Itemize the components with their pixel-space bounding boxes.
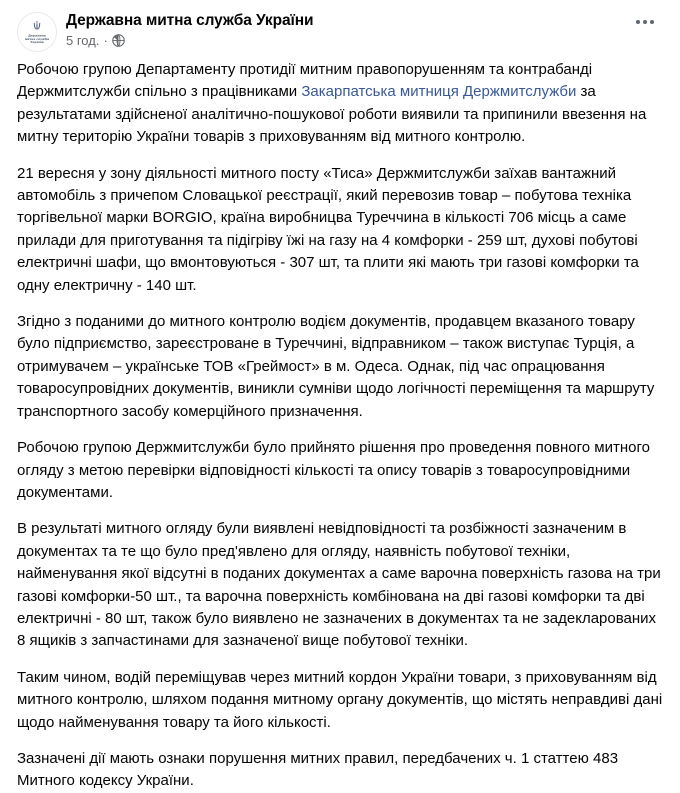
svg-text:митна служба: митна служба xyxy=(25,36,49,41)
paragraph-text: Робочою групою Департаменту протидії митним правопорушенням та контрабанді Держмитслужби спільно з працівниками xyxy=(17,61,593,101)
dot xyxy=(650,20,654,24)
post-paragraph: Згідно з поданими до митного контролю водієм документів, продавцем вказаного товару було підприємство, зареєстроване в Туреччині, відправником – також виступає Турція, а отримувачем – українське ТОВ «Греймост» в м. Одеса. Однак, під час опрацювання товаросупровідних документів, виникли сумніви щодо логічності переміщення та маршруту транспортного засобу комерційного призначення. xyxy=(17,313,655,420)
post-paragraph: Робочою групою Держмитслужби було прийнято рішення про проведення повного митного огляду з метою перевірки відповідності кількості та опису товарів з товаросупровідними документами. xyxy=(17,439,650,501)
svg-text:України: України xyxy=(30,40,44,45)
dot xyxy=(643,20,647,24)
page-name[interactable]: Державна митна служба України xyxy=(66,12,314,29)
avatar[interactable] xyxy=(17,12,57,52)
meta-separator: · xyxy=(103,33,108,48)
post-paragraph: 21 вересня у зону діяльності митного посту «Тиса» Держмитслужби заїхав вантажний автомобіль з причепом Словацької реєстрації, який перевозив товар – побутова техніка торгівельної марки BORGIO, країна виробницва Туреччина в кількості 706 місць а саме прилади для приготування та підігріву їжі на газу на 4 комфорки - 259 шт, духові побутові електричні шафи, що вмонтовуються - 307 шт, та плити які мають три газові комфорки та одну електричну - 140 шт. xyxy=(17,164,639,294)
post-paragraph xyxy=(17,59,663,149)
post-paragraph: Зазначені дії мають ознаки порушення митних правил, передбачених ч. 1 статтею 483 Митного кодексу України. xyxy=(17,749,619,790)
globe-icon[interactable] xyxy=(112,34,125,47)
mention-link-zakarpatska-mytnytsia[interactable]: Закарпатська митниця Держмитслужби xyxy=(301,83,577,101)
dot xyxy=(636,20,640,24)
post-timestamp[interactable]: 5 год. xyxy=(66,33,100,48)
ellipsis-horizontal-icon[interactable] xyxy=(632,16,658,28)
post-paragraph: В результаті митного огляду були виявлені невідповідності та розбіжності зазначеним в документах та те що було пред'явлено для огляду, наявність побутової техніки, найменування якої відсутні в поданих документах а саме варочна поверхність газова на три газові комфорки-50 шт., та варочна поверхність комбінована на дві газові комфорки та дві електричні - 80 шт, також було виявлено не зазначених в документах та не задекларованих 8 ящиків з запчастинами для зазначеної вище побутової техніки. xyxy=(17,520,661,650)
post-header xyxy=(0,0,680,48)
post-message xyxy=(0,48,680,793)
paragraph-text: за результатами здійсненої аналітично-пошукової роботи виявили та припинили ввезення на митну територію України товарів з приховуванням від митного контролю. xyxy=(17,83,647,146)
post-header-text xyxy=(66,11,313,49)
svg-text:Державна: Державна xyxy=(28,33,46,38)
post-paragraph: Таким чином, водій переміщував через митний кордон України товари, з приховуванням від митного контролю, шляхом подання митному органу документів, що містять неправдиві дані щодо найменування товару та його кількості. xyxy=(17,668,663,731)
post-meta xyxy=(66,32,313,49)
